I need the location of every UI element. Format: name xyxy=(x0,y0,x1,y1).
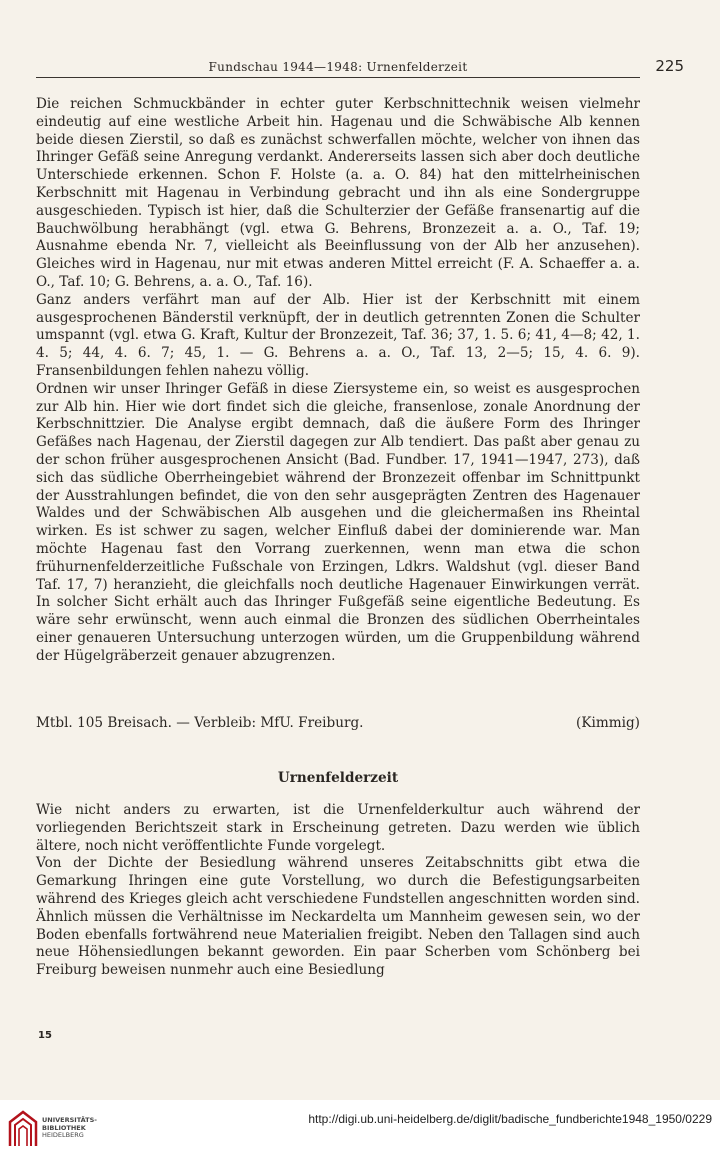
section-heading: Urnenfelderzeit xyxy=(277,770,399,786)
printer-signature-mark: 15 xyxy=(38,1030,52,1041)
paragraph: Die reichen Schmuckbänder in echter guter Kerbschnittechnik weisen vielmehr eindeutig auf eine westliche Arbeit hin. Hagenau und die Schwäbische Alb kennen beide diesen Zierstil, so daß es zunächst schwerfallen möchte, welcher von ihnen das Ihringer Gefäß seine Anregung verdankt. Andererseits lassen sich aber doch deutliche Unterschiede erkennen. Schon F. Holste (a. a. O. 84) hat den mittelrheinischen Kerbschnitt mit Hagenau in Verbindung gebracht und ihn als eine Sondergruppe ausgeschieden. Typisch ist hier, daß die Schulterzier der Gefäße fransenartig auf die Bauchwölbung herabhängt (vgl. etwa G. Behrens, Bronzezeit a. a. O., Taf. 19; Ausnahme ebenda Nr. 7, vielleicht als Beeinflussung von der Alb her anzusehen). Gleiches wird in Hagenau, nur mit etwas anderen Mittel erreicht (F. A. Schaeffer a. a. O., Taf. 10; G. Behrens, a. a. O., Taf. 16). xyxy=(36,96,640,290)
paragraph: Wie nicht anders zu erwarten, ist die Urnenfelderkultur auch während der vorliegenden Berichtszeit stark in Erscheinung getreten. Dazu werden wie üblich ältere, noch nicht veröffentlichte Funde vorgelegt. xyxy=(36,802,640,854)
library-name: UNIVERSITÄTS- BIBLIOTHEK HEIDELBERG xyxy=(42,1116,97,1139)
paragraph: Ordnen wir unser Ihringer Gefäß in diese Ziersysteme ein, so weist es ausgesprochen zur Alb hin. Hier wie dort findet sich die gleiche, fransenlose, zonale Anordnung der Kerbschnittzier. Die Analyse ergibt demnach, daß die äußere Form des Ihringer Gefäßes nach Hagenau, der Zierstil dagegen zur Alb tendiert. Das paßt aber genau zu der schon früher ausgesprochenen Ansicht (Bad. Fundber. 17, 1941—1947, 273), daß sich das südliche Oberrheingebiet während der Bronzezeit offenbar im Schnittpunkt der Ausstrahlungen befindet, die von den sehr ausgeprägten Zentren des Hagenauer Waldes und der Schwäbischen Alb ausgehen und die gleichermaßen ins Rheintal wirken. Es ist schwer zu sagen, welcher Einfluß dabei der dominierende war. Man möchte Hagenau fast den Vorrang zuerkennen, wenn man etwa die schon frühurnenfelderzeitliche Fußschale von Erzingen, Ldkrs. Waldshut (vgl. dieser Band Taf. 17, 7) heranzieht, die gleichfalls noch deutliche Hagenauer Einwirkungen verrät. In solcher Sicht erhält auch das Ihringer Fußgefäß seine eigentliche Bedeutung. Es wäre sehr erwünscht, wenn auch einmal die Bronzen des südlichen Oberrheintales einer genaueren Untersuchung unterzogen würden, um die Gruppenbildung während der Hügelgräberzeit genauer abzugrenzen. xyxy=(36,380,640,664)
page-number: 225 xyxy=(655,57,684,75)
permalink-url[interactable]: http://digi.ub.uni-heidelberg.de/diglit/badische_fundberichte1948_1950/0229 xyxy=(308,1112,712,1126)
running-title: Fundschau 1944—1948: Urnenfelderzeit xyxy=(208,60,468,74)
header-rule xyxy=(36,77,640,78)
findspot-reference: Mtbl. 105 Breisach. — Verbleib: MfU. Freiburg. xyxy=(36,715,364,731)
author-attribution: (Kimmig) xyxy=(576,715,640,731)
text-block-urnenfelderzeit xyxy=(36,802,640,980)
text-block-kerbschnitt xyxy=(36,96,640,666)
paragraph: Ganz anders verfährt man auf der Alb. Hier ist der Kerbschnitt mit einem ausgesprochenen Bänderstil verknüpft, der in deutlich getrennten Zonen die Schulter umspannt (vgl. etwa G. Kraft, Kultur der Bronzezeit, Taf. 36; 37, 1. 5. 6; 41, 4—8; 42, 1. 4. 5; 44, 4. 6. 7; 45, 1. — G. Behrens a. a. O., Taf. 13, 2—5; 15, 4. 6. 9). Fransenbildungen fehlen nahezu völlig. xyxy=(36,291,640,379)
digitization-footer xyxy=(0,1100,720,1156)
running-head xyxy=(36,57,684,78)
paragraph: Von der Dichte der Besiedlung während unseres Zeitabschnitts gibt etwa die Gemarkung Ihringen eine gute Vorstellung, wo durch die Befestigungsarbeiten während des Krieges gleich acht verschiedene Fundstellen angeschnitten worden sind. Ähnlich müssen die Verhältnisse im Neckardelta um Mannheim gewesen sein, wo der Boden ebenfalls fortwährend neue Materialien freigibt. Neben den Tallagen sind auch neue Höhensiedlungen bekannt geworden. Ein paar Scherben vom Schönberg bei Freiburg beweisen nunmehr auch eine Besiedlung xyxy=(36,855,640,979)
university-library-logo-icon xyxy=(8,1108,38,1148)
